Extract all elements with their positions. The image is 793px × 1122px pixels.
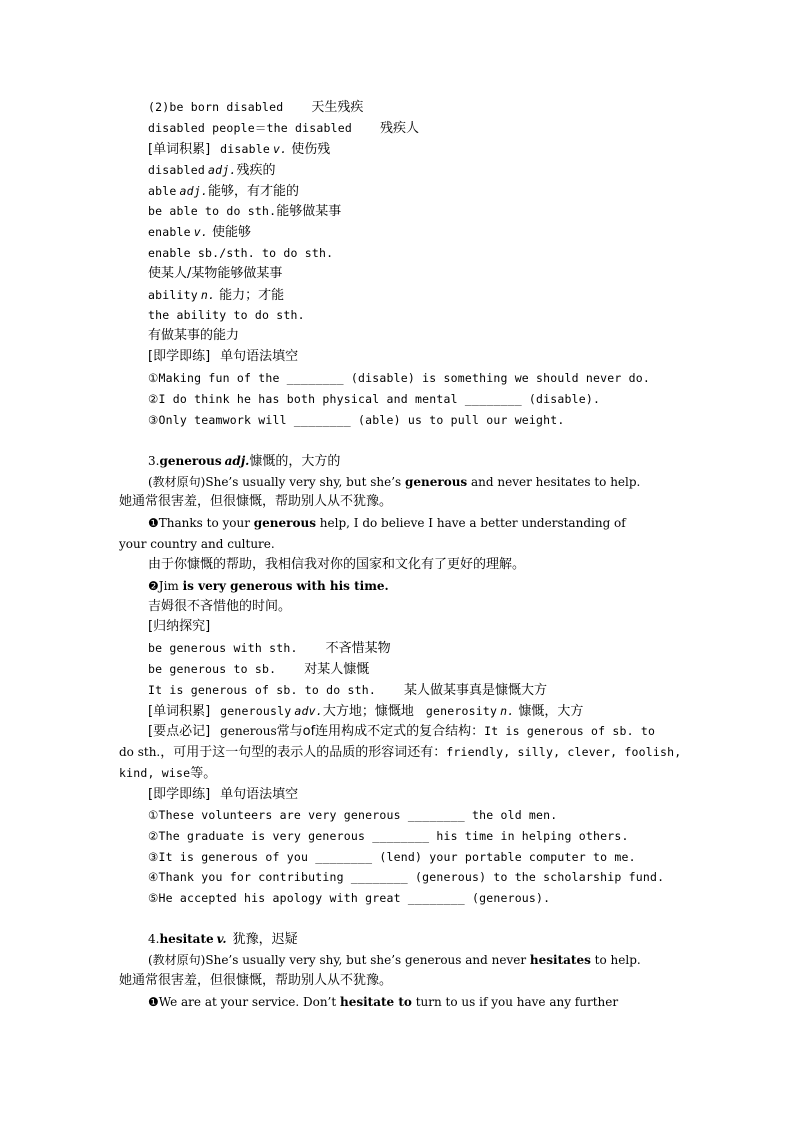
meaning: 能够做某事 bbox=[276, 204, 342, 219]
line-generous-to bbox=[148, 661, 369, 678]
line-able-adj bbox=[148, 183, 299, 200]
part-of-speech: v. bbox=[216, 932, 227, 946]
meaning: 有做某事的能力 bbox=[148, 328, 240, 343]
line-disabled-adj bbox=[148, 162, 276, 179]
headword: hesitate bbox=[159, 932, 214, 946]
line-enable-v bbox=[148, 224, 251, 241]
line-word-accumulation bbox=[148, 141, 330, 158]
line-key-points-end bbox=[119, 765, 216, 782]
word: ability bbox=[148, 288, 198, 302]
part-of-speech: adj. bbox=[179, 184, 208, 198]
meaning: 天生残疾 bbox=[311, 100, 364, 115]
exercise-item: ④Thank you for contributing ________ (generous) to the scholarship fund. bbox=[148, 870, 665, 884]
line-disabled-people bbox=[148, 120, 419, 137]
headword: generous bbox=[159, 454, 222, 468]
line-be-able-to bbox=[148, 203, 341, 220]
meaning: 使能够 bbox=[212, 225, 252, 240]
word: able bbox=[148, 184, 177, 198]
note: 常与of连用构成不定式的复合结构： bbox=[276, 724, 485, 739]
meaning: 能够，有才能的 bbox=[208, 184, 300, 199]
line-key-points-cont bbox=[119, 744, 681, 761]
meaning: 某人做某事真是慷慨大方 bbox=[403, 683, 547, 698]
line-born-disabled bbox=[148, 99, 363, 116]
line-ability-meaning bbox=[148, 327, 239, 344]
meaning: 对某人慷慨 bbox=[304, 662, 370, 677]
section-tag: [即学即练] bbox=[148, 349, 211, 364]
word: disabled bbox=[148, 163, 205, 177]
meaning: 残疾人 bbox=[380, 121, 420, 136]
section-tag: [单词积累] bbox=[148, 704, 211, 719]
section-tag: [归纳探究] bbox=[148, 619, 211, 634]
section-tag: [单词积累] bbox=[148, 142, 211, 157]
translation: 吉姆很不吝惜他的时间。 bbox=[148, 599, 292, 614]
line-enable-phrase bbox=[148, 245, 333, 261]
meaning: 慷慨的，大方的 bbox=[249, 454, 341, 469]
exercise-item: ①Making fun of the ________ (disable) is something we should never do. bbox=[148, 371, 651, 385]
line-ability-n bbox=[148, 287, 284, 304]
translation: 她通常很害羞，但很慷慨，帮助别人从不犹豫。 bbox=[119, 973, 393, 988]
line-practice-heading bbox=[148, 348, 298, 365]
entry-number: 3. bbox=[148, 454, 160, 468]
word-list: friendly, silly, clever, foolish, bbox=[446, 745, 682, 759]
word: enable bbox=[148, 225, 191, 239]
part-of-speech: adv. bbox=[294, 704, 323, 718]
line-key-points bbox=[148, 723, 655, 740]
textbook-sentence: (教材原句)She’s usually very shy, but she’s generous and never hesitates to help. bbox=[148, 953, 641, 967]
textbook-sentence: (教材原句)She’s usually very shy, but she’s generous and never hesitates to help. bbox=[148, 475, 641, 489]
entry-heading-hesitate bbox=[148, 931, 298, 948]
word-list: kind, wise bbox=[119, 766, 191, 780]
part-of-speech: v. bbox=[273, 142, 288, 156]
part-of-speech: adj. bbox=[208, 163, 237, 177]
phrase: It is generous of sb. to bbox=[484, 724, 656, 738]
line-enable-meaning bbox=[148, 265, 282, 282]
exercise-title: 单句语法填空 bbox=[220, 349, 299, 364]
part-of-speech: v. bbox=[193, 225, 208, 239]
note: ，可用于这一句型的表示人的品质的形容词还有： bbox=[160, 745, 447, 760]
meaning: 使伤残 bbox=[291, 142, 331, 157]
word: disable bbox=[220, 142, 271, 156]
meaning: 残疾的 bbox=[236, 163, 276, 178]
meaning: 大方地；慷慨地 bbox=[322, 704, 414, 719]
meaning: 犹豫，迟疑 bbox=[232, 932, 298, 947]
line-word-accumulation-2 bbox=[148, 703, 583, 720]
example-sentence-cont: your country and culture. bbox=[119, 537, 275, 551]
part-of-speech: n. bbox=[200, 288, 216, 302]
phrase: be able to do sth. bbox=[148, 204, 277, 218]
translation: 由于你慷慨的帮助，我相信我对你的国家和文化有了更好的理解。 bbox=[148, 557, 526, 572]
exercise-item: ①These volunteers are very generous ________ the old men. bbox=[148, 808, 558, 822]
phrase: do sth. bbox=[119, 745, 161, 759]
entry-number: 4. bbox=[148, 932, 160, 946]
phrase: be generous to sb. bbox=[148, 662, 277, 676]
phrase: enable sb./sth. to do sth. bbox=[148, 246, 334, 260]
exercise-item: ②I do think he has both physical and mental ________ (disable). bbox=[148, 392, 601, 406]
meaning: 使某人/某物能够做某事 bbox=[148, 266, 283, 281]
meaning: 不吝惜某物 bbox=[325, 641, 391, 656]
line-generous-with bbox=[148, 640, 391, 657]
phrase: (2)be born disabled bbox=[148, 100, 284, 114]
meaning: 能力；才能 bbox=[219, 288, 285, 303]
phrase: disabled people＝the disabled bbox=[148, 121, 353, 135]
line-ability-phrase bbox=[148, 307, 305, 323]
translation: 她通常很害羞，但很慷慨，帮助别人从不犹豫。 bbox=[119, 494, 393, 509]
part-of-speech: n. bbox=[500, 704, 515, 718]
section-tag: [要点必记] bbox=[148, 724, 211, 739]
section-tag: [即学即练] bbox=[148, 787, 211, 802]
part-of-speech: adj. bbox=[224, 454, 250, 468]
phrase: be generous with sth. bbox=[148, 641, 298, 655]
phrase: the ability to do sth. bbox=[148, 308, 305, 322]
line-generous-of bbox=[148, 682, 547, 699]
exercise-item: ②The graduate is very generous ________ his time in helping others. bbox=[148, 829, 629, 843]
phrase: It is generous of sb. to do sth. bbox=[148, 683, 376, 697]
word: generous bbox=[220, 724, 277, 738]
example-sentence: ❶We are at your service. Don’t hesitate to turn to us if you have any further bbox=[148, 995, 619, 1009]
exercise-item: ③It is generous of you ________ (lend) your portable computer to me. bbox=[148, 850, 636, 864]
word: generosity bbox=[425, 704, 498, 718]
meaning: 慷慨，大方 bbox=[518, 704, 584, 719]
note: 等。 bbox=[190, 766, 217, 781]
entry-heading-generous bbox=[148, 453, 340, 470]
word: generously bbox=[220, 704, 292, 718]
exercise-title: 单句语法填空 bbox=[220, 787, 299, 802]
example-sentence: ❶Thanks to your generous help, I do believe I have a better understanding of bbox=[148, 516, 626, 530]
exercise-item: ⑤He accepted his apology with great ________ (generous). bbox=[148, 891, 551, 905]
example-sentence: ❷Jim is very generous with his time. bbox=[148, 579, 389, 593]
exercise-item: ③Only teamwork will ________ (able) us to pull our weight. bbox=[148, 413, 565, 427]
line-practice-heading-2 bbox=[148, 786, 298, 803]
